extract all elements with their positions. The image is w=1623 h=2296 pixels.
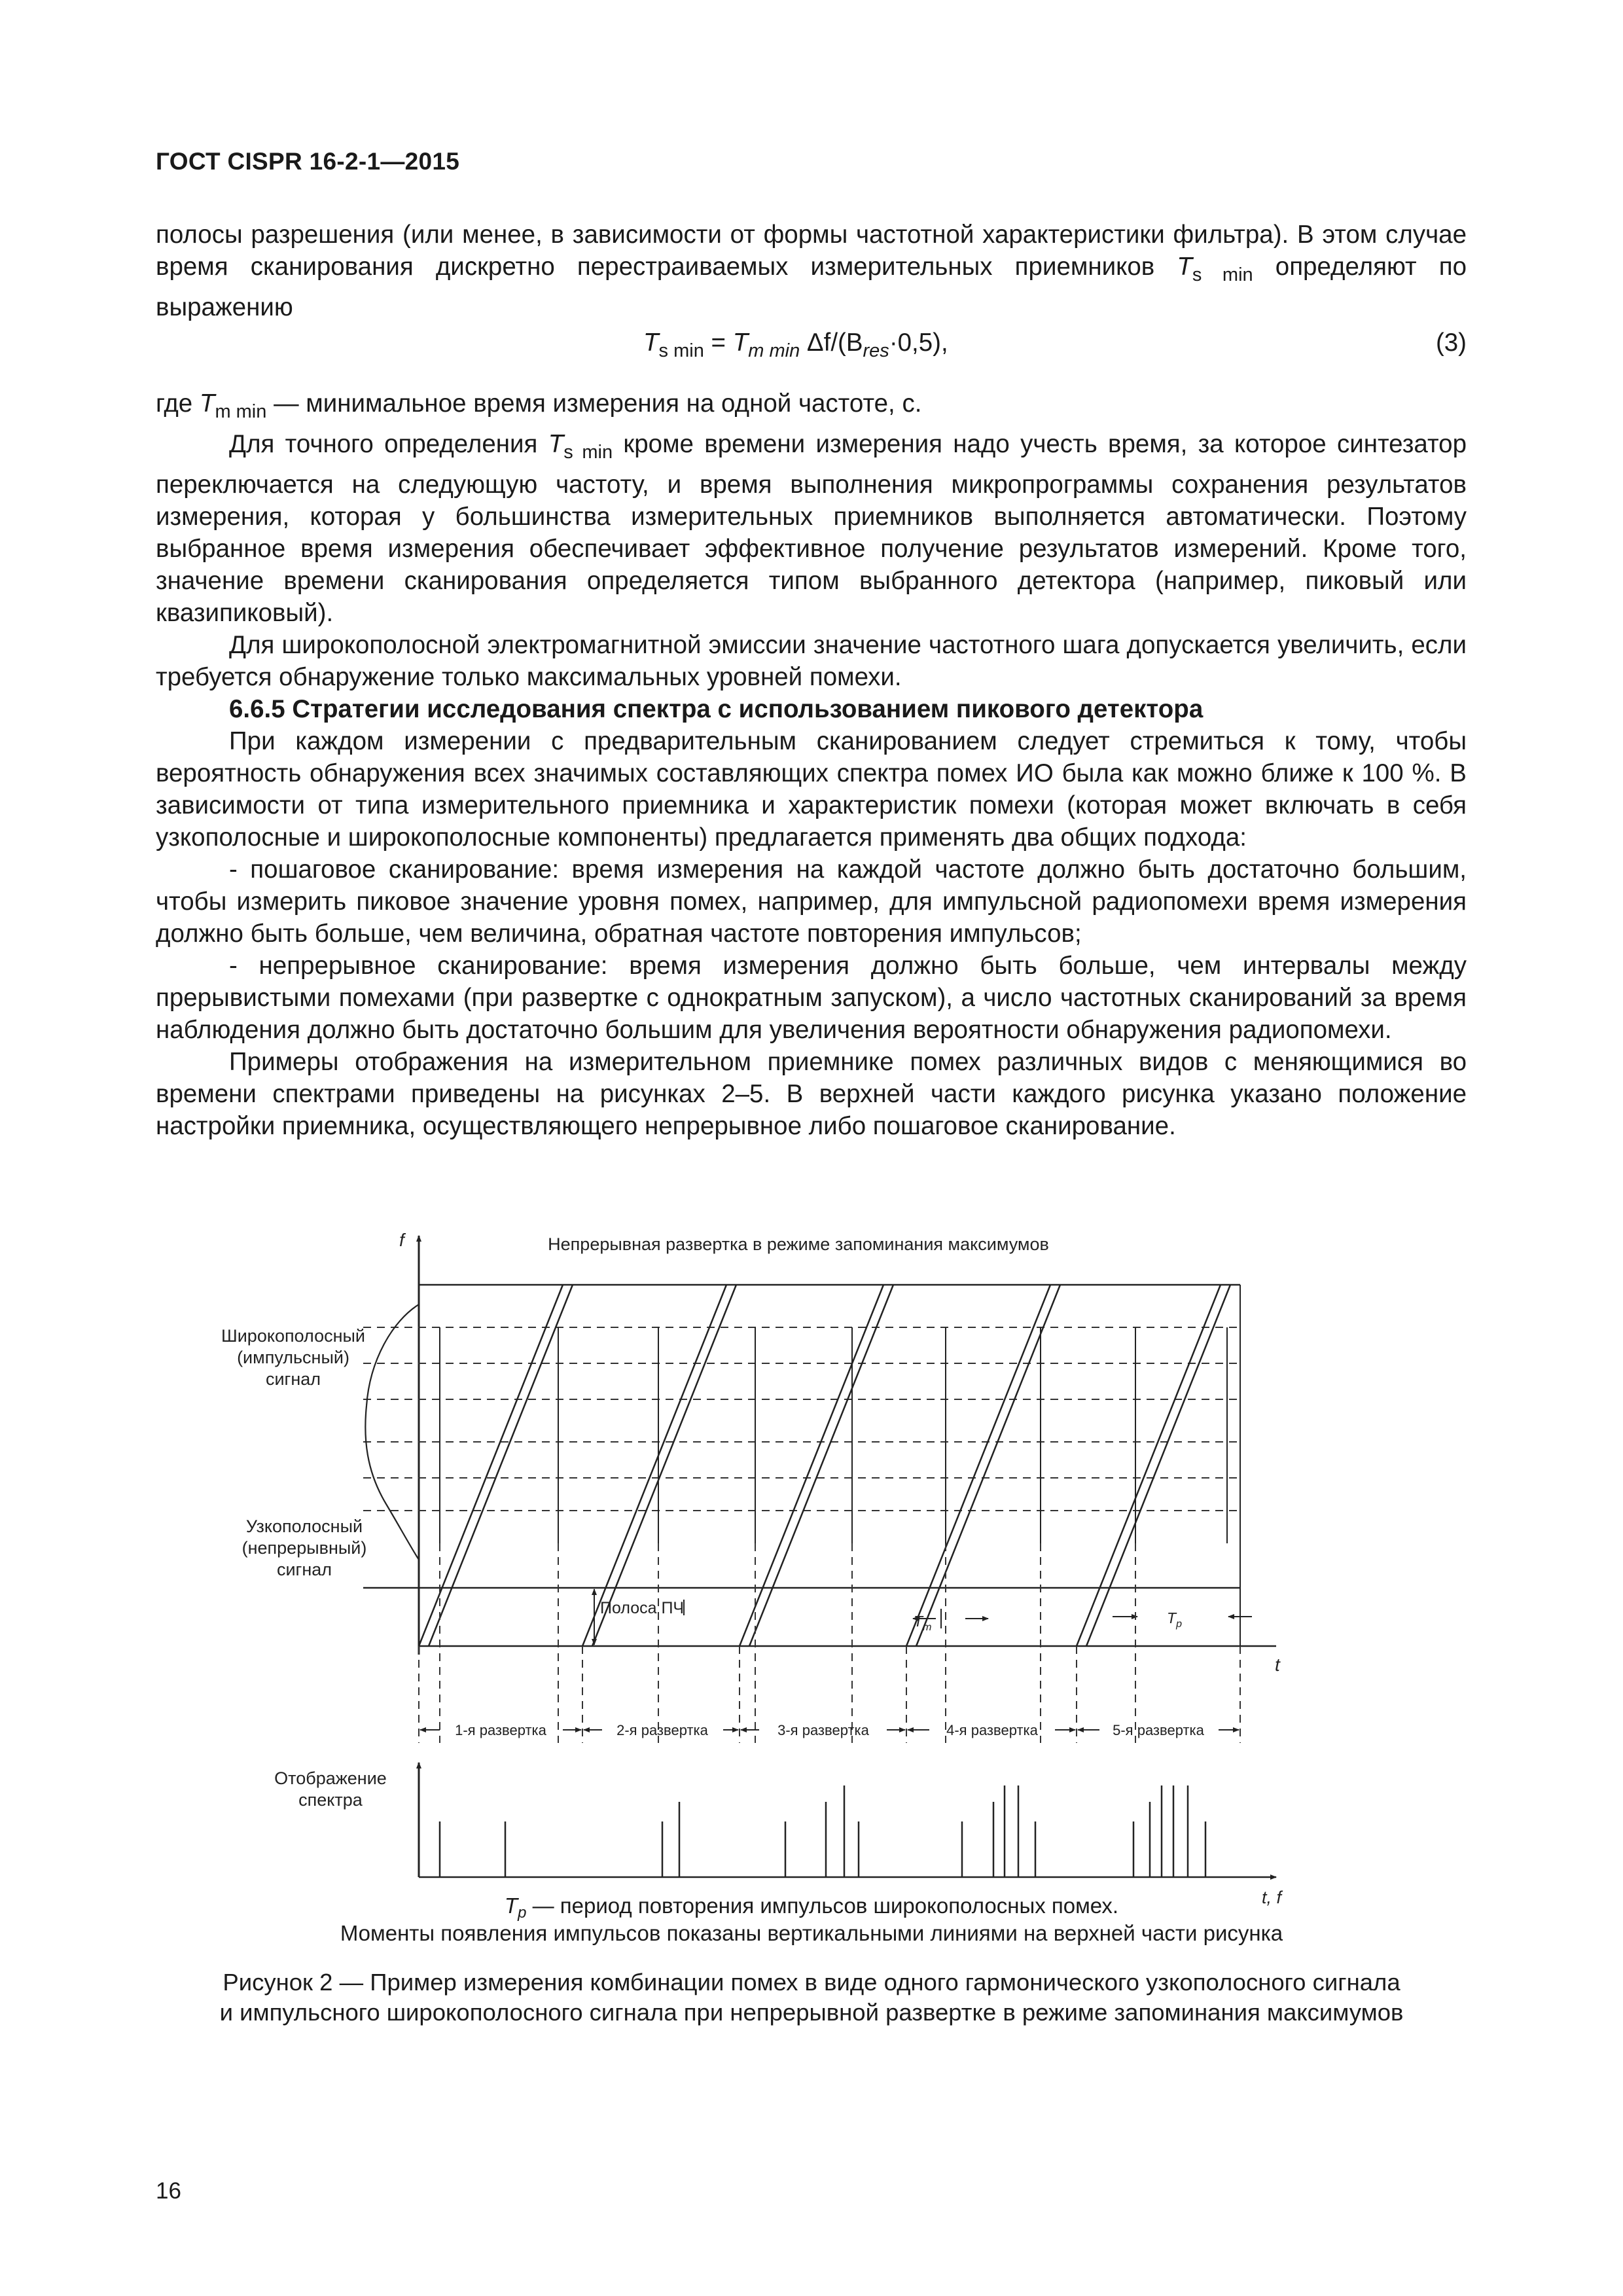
sweep-5-label: 5-я развертка	[1113, 1722, 1204, 1738]
figure-2-diagram	[0, 1223, 1623, 1907]
paragraph-5: При каждом измерении с предварительным сканированием следует стремиться к тому, чтобы вероятность обнаружения всех значимых составляющих спектра помех ИО была как можно ближе к 100 %. В зависимости от типа измерительного приемника и характеристик помехи (которая может включать в себя узкополосные и широкополосные компоненты) предлагается применять два общих подхода:	[156, 727, 1467, 852]
paragraph-7: - непрерывное сканирование: время измерения должно быть больше, чем интервалы между прерывистыми помехами (при развертке с однократным запуском), а число частотных сканирований за время наблюдения должно быть достаточно большим для увеличения вероятности обнаружения радиопомехи.	[156, 952, 1467, 1044]
paragraph-6: - пошаговое сканирование: время измерения на каждой частоте должно быть достаточно большим, чтобы измерить пиковое значение уровня помех, например, для импульсной радиопомехи время измерения должно быть больше, чем величина, обратная частоте повторения импульсов;	[156, 855, 1467, 948]
page-number: 16	[156, 2178, 181, 2204]
frequency-level-lines	[363, 1327, 1240, 1511]
axis-t-label: t	[1275, 1655, 1280, 1675]
axis-f-label: f	[399, 1230, 404, 1250]
figure-caption	[0, 1967, 1623, 2028]
projection-lines	[419, 1543, 1240, 1743]
display-label	[274, 1768, 387, 1810]
paragraph-3: Для точного определения $T_{s min}$ кроме времени измерения надо учесть время, за которое синтезатор переключается на следующую частоту, и время выполнения микропрограммы сохранения результатов измерения, которая у большинства измерительных приемников выполняется автоматически. Поэтому выбранное время измерения обеспечивает эффективное получение результатов измерений. Кроме того, значение времени сканирования определяется типом выбранного детектора (например, пиковый или квазипиковый).	[156, 430, 1467, 627]
sweep-1-label: 1-я развертка	[455, 1722, 546, 1738]
broadband-label	[221, 1326, 365, 1389]
formula-number: (3)	[1435, 329, 1467, 357]
sweep-2-label: 2-я развертка	[616, 1722, 708, 1738]
svg-text:(непрерывный): (непрерывный)	[241, 1538, 367, 1558]
document-header: ГОСТ CISPR 16-2-1—2015	[156, 148, 460, 175]
svg-text:сигнал: сигнал	[276, 1560, 332, 1579]
formula-expression: $T_{s min} = T_{m min}$ $\Delta f/(B_{res}\cdot 0,5)$,	[643, 329, 948, 361]
body-text	[156, 219, 1467, 1142]
sweep-lines	[419, 1285, 1230, 1646]
figure-caption-line-1: Рисунок 2 — Пример измерения комбинации помех в виде одного гармонического узкополосного сигнала	[223, 1969, 1400, 1996]
paragraph-4: Для широкополосной электромагнитной эмиссии значение частотного шага допускается увеличить, если требуется обнаружение только максимальных уровней помехи.	[156, 631, 1467, 691]
narrowband-label	[242, 1516, 367, 1579]
figure-note-2: Моменты появления импульсов показаны вертикальными линиями на верхней части рисунка	[340, 1921, 1283, 1945]
sweep-3-label: 3-я развертка	[777, 1722, 869, 1738]
svg-text:спектра: спектра	[298, 1790, 363, 1810]
svg-text:(импульсный): (импульсный)	[237, 1348, 349, 1367]
tm-label: $T_m$	[914, 1613, 932, 1633]
paragraph-1: полосы разрешения (или менее, в зависимости от формы частотной характеристики фильтра). В этом случае время сканирования дискретно перестраиваемых измерительных приемников $T_{s min}$ определяют по выражению	[156, 221, 1467, 321]
formula-3	[156, 327, 1467, 363]
broadband-envelope	[365, 1304, 419, 1560]
tp-label: $T_p$	[1167, 1609, 1182, 1630]
svg-text:сигнал: сигнал	[265, 1369, 321, 1389]
svg-text:Широкополосный: Широкополосный	[221, 1326, 366, 1346]
sweep-4-label: 4-я развертка	[946, 1722, 1038, 1738]
paragraph-8: Примеры отображения на измерительном приемнике помех различных видов с меняющимися во времени спектрами приведены на рисунках 2–5. В верхней части каждого рисунка указано положение настройки приемника, осуществляющего непрерывное либо пошаговое сканирование.	[156, 1048, 1467, 1140]
figure-title: Непрерывная развертка в режиме запоминания максимумов	[548, 1234, 1049, 1254]
if-band-label: Полоса ПЧ	[600, 1599, 685, 1617]
paragraph-2: где $T_{m min}$ — минимальное время измерения на одной частоте, с.	[156, 389, 922, 422]
svg-text:Узкополосный: Узкополосный	[245, 1516, 363, 1536]
figure-note-1: $T_p$ — период повторения импульсов широкополосных помех.	[504, 1893, 1119, 1922]
svg-text:Отображение: Отображение	[274, 1768, 387, 1788]
axis-tf-label: t, f	[1262, 1888, 1282, 1907]
spectrum-bars	[440, 1785, 1205, 1877]
figure-caption-line-2: и импульсного широкополосного сигнала при непрерывной развертке в режиме запоминания максимумов	[219, 1999, 1404, 2026]
section-heading: 6.6.5 Стратегии исследования спектра с использованием пикового детектора	[229, 695, 1204, 723]
